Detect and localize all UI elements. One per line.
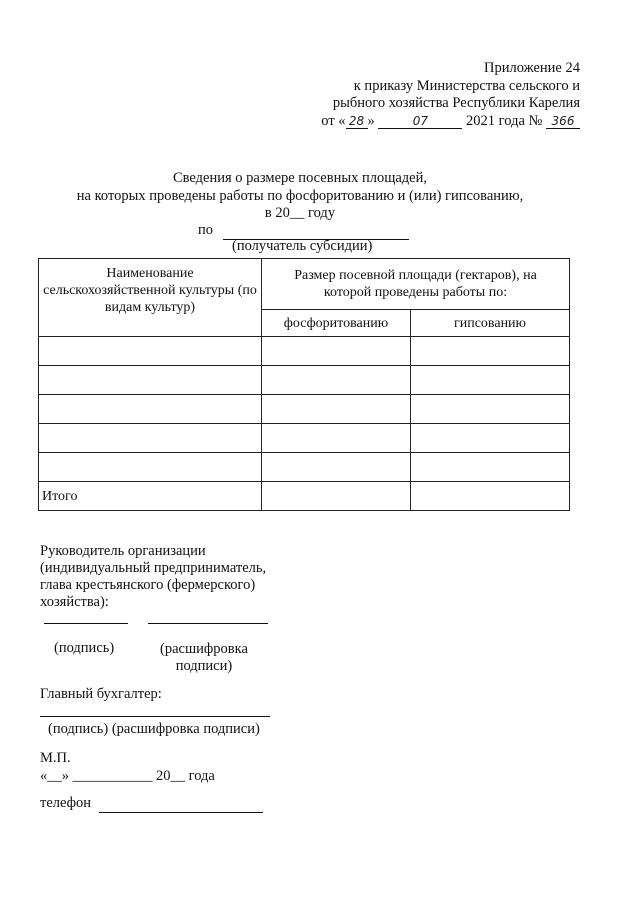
- title-line-1: Сведения о размере посевных площадей,: [173, 170, 427, 186]
- head-label-line-4: хозяйства):: [40, 594, 109, 610]
- table-cell[interactable]: [39, 366, 262, 395]
- accountant-label: Главный бухгалтер:: [40, 686, 162, 702]
- table-cell[interactable]: [39, 337, 262, 366]
- col-gypsum-header: гипсованию: [411, 310, 570, 337]
- ministry-name: рыбного хозяйства Республики Карелия: [332, 95, 580, 111]
- order-reference: к приказу Министерства сельского и: [353, 77, 580, 94]
- table-cell[interactable]: [411, 453, 570, 482]
- table-cell[interactable]: [39, 395, 262, 424]
- table-cell[interactable]: [262, 366, 411, 395]
- table-cell[interactable]: [39, 453, 262, 482]
- table-row: [39, 424, 570, 453]
- head-signature-line[interactable]: [44, 623, 128, 624]
- total-label: Итого: [39, 482, 262, 511]
- phone-field[interactable]: [99, 795, 263, 813]
- order-date-line: [321, 113, 580, 131]
- stamp-label: М.П.: [40, 750, 71, 766]
- table-cell[interactable]: [262, 453, 411, 482]
- recipient-prefix: по: [198, 222, 214, 238]
- appendix-header: [321, 60, 580, 130]
- accountant-signature-line[interactable]: [40, 716, 270, 717]
- head-decode-line[interactable]: [148, 623, 268, 624]
- decode-caption: [160, 641, 248, 675]
- table-cell[interactable]: [411, 424, 570, 453]
- table-row: [39, 366, 570, 395]
- table-row: [39, 395, 570, 424]
- appendix-number: Приложение 24: [484, 60, 580, 76]
- date-month-field: [378, 114, 462, 129]
- phone-line: [40, 795, 263, 813]
- order-number-field: [546, 114, 580, 129]
- date-day-handwritten: 28: [348, 113, 365, 128]
- table-cell[interactable]: [262, 482, 411, 511]
- document-title: [0, 170, 600, 223]
- table-cell[interactable]: [411, 482, 570, 511]
- table-total-row: [39, 482, 570, 511]
- table-cell[interactable]: [262, 395, 411, 424]
- decode-caption-line-2: подписи): [175, 658, 233, 674]
- recipient-caption: (получатель субсидии): [232, 238, 373, 254]
- head-signature-block: [40, 543, 266, 611]
- table-cell[interactable]: [411, 366, 570, 395]
- table-cell[interactable]: [411, 395, 570, 424]
- date-year: 2021 года: [466, 112, 525, 129]
- date-line[interactable]: «__» ___________ 20__ года: [40, 768, 215, 784]
- date-separator: »: [367, 112, 375, 129]
- signature-caption: (подпись): [54, 640, 115, 656]
- table-row: [39, 453, 570, 482]
- col-phosphorite-header: фосфоритованию: [262, 310, 411, 337]
- decode-caption-line-1: (расшифровка: [160, 641, 248, 657]
- date-day-field: [346, 114, 368, 129]
- date-month-handwritten: 07: [412, 113, 429, 128]
- head-label-line-3: глава крестьянского (фермерского): [40, 577, 256, 593]
- phone-label: телефон: [40, 795, 92, 811]
- head-label-line-1: Руководитель организации: [40, 543, 206, 559]
- order-number-prefix: №: [528, 112, 543, 129]
- table-cell[interactable]: [411, 337, 570, 366]
- title-line-2: на которых проведены работы по фосфоритованию и (или) гипсованию,: [76, 187, 524, 204]
- col-group-area-header: Размер посевной площади (гектаров), на которой проведены работы по:: [262, 259, 570, 310]
- table-cell[interactable]: [262, 337, 411, 366]
- sown-area-table: [38, 258, 570, 511]
- date-prefix: от «: [321, 112, 346, 129]
- head-label-line-2: (индивидуальный предприниматель,: [40, 560, 267, 576]
- table-cell[interactable]: [262, 424, 411, 453]
- title-line-3: в 20__ году: [264, 205, 336, 221]
- accountant-caption: (подпись) (расшифровка подписи): [48, 721, 260, 737]
- table-row: [39, 337, 570, 366]
- table-cell[interactable]: [39, 424, 262, 453]
- table-header-row-1: [39, 259, 570, 310]
- col-crop-name-header: Наименование сельскохозяйственной культуры (по видам культур): [39, 259, 262, 337]
- order-number-handwritten: 366: [551, 113, 575, 128]
